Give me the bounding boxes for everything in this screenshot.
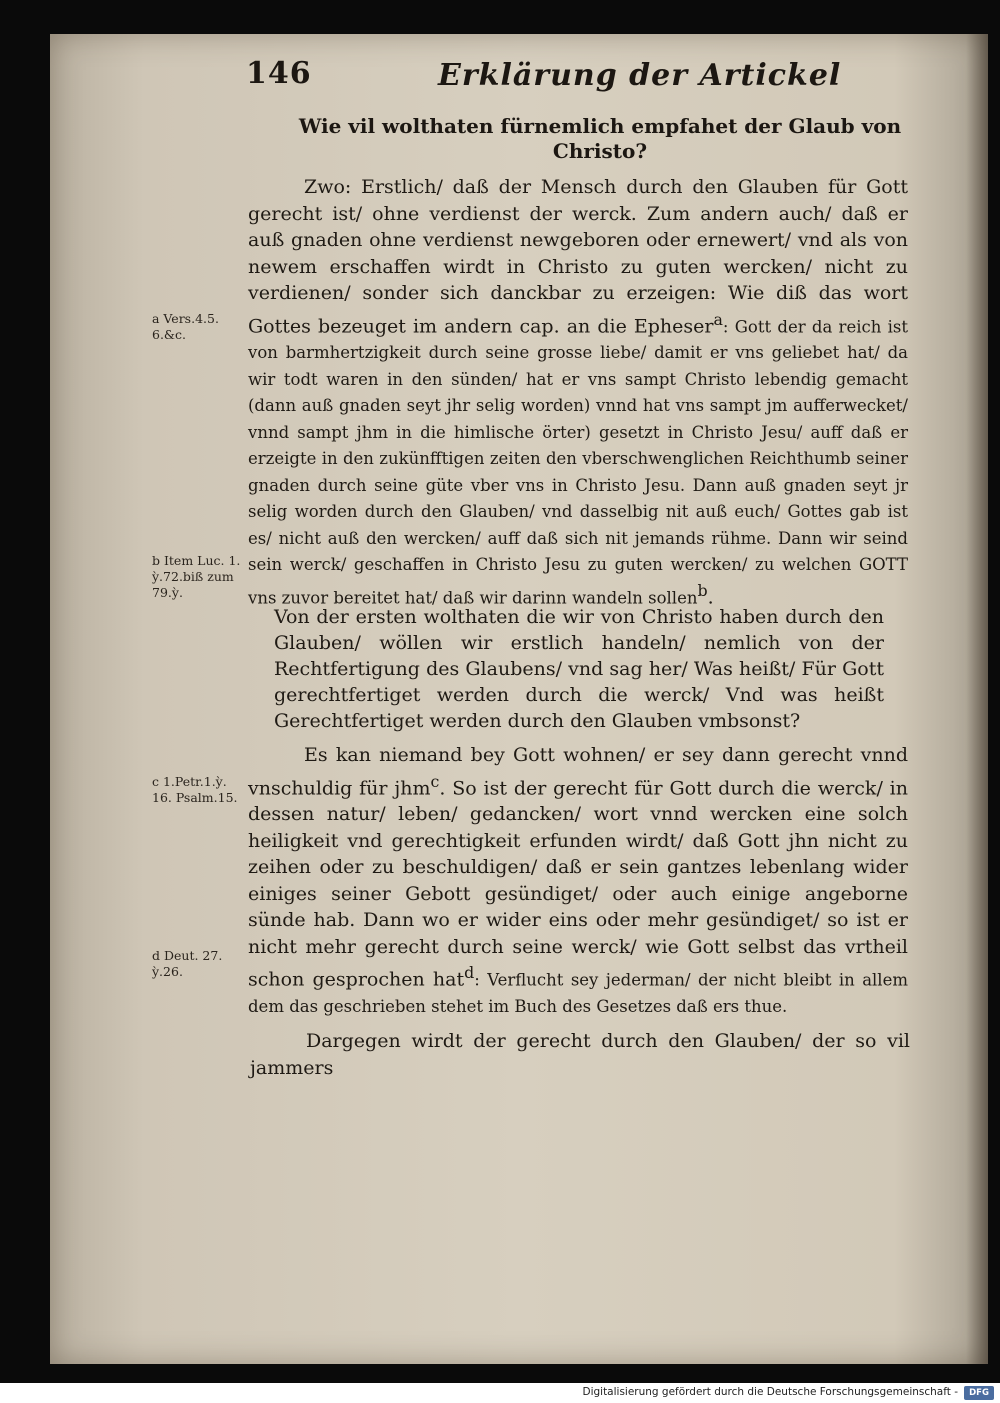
transition-question	[274, 604, 884, 734]
answer-paragraph: Zwo: Erstlich/ daß der Mensch durch den Glauben für Gott gerecht ist/ ohne verdienst der werck. Zum andern auch/ daß er auß gnaden ohne verdienst newgeboren oder ernewert/ vnd als von newem erschaffen wirdt in Christo zu guten wercken/ nicht zu verdienen/ sonder sich danckbar zu erzeigen: Wie diß das wort Gottes bezeuget im andern cap. an die Epheser$^a$: Gott der da reich ist von barmhertzigkeit durch seine grosse liebe/ damit er vns geliebet hat/ da wir todt waren in den sünden/ hat er vns sampt Christo lebendig gemacht (dann auß gnaden seyt jhr selig worden) vnnd hat vns sampt jm aufferwecket/ vnnd sampt jhm in die himlische örter) gesetzt in Christo Jesu/ auff daß er erzeigte in den zukünfftigen zeiten den vberschwenglichen Reichthumb seiner gnaden durch seine güte vber vns in Christo Jesu. Dann auß gnaden seyt jr selig worden durch den Glauben/ vnd dasselbig nit auß euch/ Gottes gab ist es/ nicht auß den wercken/ auff daß sich nit jemands rühme. Dann wir seind sein werck/ geschaffen in Christo Jesu zu guten wercken/ zu welchen GOTT vns zuvor bereitet hat/ daß wir darinn wandeln sollen$^b$.	[248, 176, 908, 609]
final-text: Dargegen wirdt der gerecht durch den Glauben/ der so vil jammers	[250, 1030, 910, 1079]
footnote-mark-c: c	[430, 771, 440, 791]
footnote-mark-d: d	[464, 963, 475, 983]
page-number: 146	[246, 56, 312, 91]
dfg-logo-icon: DFG	[964, 1386, 994, 1400]
answer-intro-text: Zwo: Erstlich/ daß der Mensch durch den Glauben für Gott gerecht ist/ ohne verdienst der werck. Zum andern auch/ daß er auß gnaden ohne verdienst newgeboren oder ernewert/ vnd als von newem erschaffen wirdt in Christo zu guten wercken/ nicht zu verdienen/ sonder sich danckbar zu erzeigen: Wie diß das wort Gottes bezeuget im andern cap. an die Epheser	[248, 176, 908, 337]
final-paragraph	[250, 1028, 910, 1081]
ephesians-quote: : Gott der da reich ist von barmhertzigkeit durch seine grosse liebe/ damit er vns geliebet hat/ da wir todt waren in den sünden/ hat er vns sampt Christo lebendig gemacht (dann auß gnaden seyt jhr selig worden) vnnd hat vns sampt jm aufferwecket/ vnnd sampt jhm in die himlische örter) gesetzt in Christo Jesu/ auff daß er erzeigte in den zukünfftigen zeiten den vberschwenglichen Reichthumb seiner gnaden durch seine güte vber vns in Christo Jesu. Dann auß gnaden seyt jr selig worden durch den Glauben/ vnd dasselbig nit auß euch/ Gottes gab ist es/ nicht auß den wercken/ auff daß sich nit jemands rühme. Dann wir seind sein werck/ geschaffen in Christo Jesu zu guten wercken/ zu welchen GOTT vns zuvor bereitet hat/ daß wir darinn wandeln sollen	[248, 316, 908, 608]
footnote-mark-b: b	[697, 580, 708, 600]
footer-bar	[0, 1383, 1000, 1403]
margin-note-a: a Vers.4.5. 6.&c.	[152, 311, 219, 342]
running-title: Erklärung der Artickel	[438, 58, 842, 93]
page-header	[246, 56, 886, 106]
margin-note-d: d Deut. 27. ỳ.26.	[152, 948, 223, 979]
footnote-mark-a: a	[713, 309, 723, 329]
second-answer-paragraph	[248, 742, 908, 1020]
deuteronomy-quote: : Verflucht sey jederman/ der nicht bleibt in allem dem das geschrieben stehet im Buch des Gesetzes daß ers thue.	[248, 970, 908, 1017]
question-heading: Wie vil wolthaten fürnemlich empfahet der Glaub von Christo?	[298, 114, 902, 163]
margin-note-b: b Item Luc. 1. ỳ.72.biß zum 79.ỳ.	[152, 553, 241, 600]
transition-text: Von der ersten wolthaten die wir von Christo haben durch den Glauben/ wöllen wir erstlich handeln/ nemlich von der Rechtfertigung des Glaubens/ vnd sag her/ Was heißt/ Für Gott gerechtfertiget werden durch die werck/ Vnd was heißt Gerechtfertiget werden durch den Glauben vmbsonst?	[274, 606, 884, 732]
dfg-credit-text: Digitalisierung gefördert durch die Deutsche Forschungsgemeinschaft -	[582, 1386, 958, 1398]
margin-note-c: c 1.Petr.1.ỳ. 16. Psalm.15.	[152, 774, 238, 805]
answer-two-start: Es kan niemand bey Gott wohnen/ er sey dann gerecht vnnd vnschuldig für jhm	[248, 744, 908, 799]
answer-two-rest: . So ist der gerecht für Gott durch die werck/ in dessen natur/ leben/ gedancken/ wort vnnd wercken eine solch heiligkeit vnd gerechtigkeit erfunden wirdt/ daß Gott jhn nicht zu zeihen oder zu beschuldigen/ daß er sein gantzes lebenlang wider einiges seiner Gebott gesündiget/ oder auch einige angeborne sünde hab. Dann wo er wider eins oder mehr gesündiget/ so ist er nicht mehr gerecht durch seine werck/ wie Gott selbst das vrtheil schon gesprochen hat	[248, 776, 908, 991]
